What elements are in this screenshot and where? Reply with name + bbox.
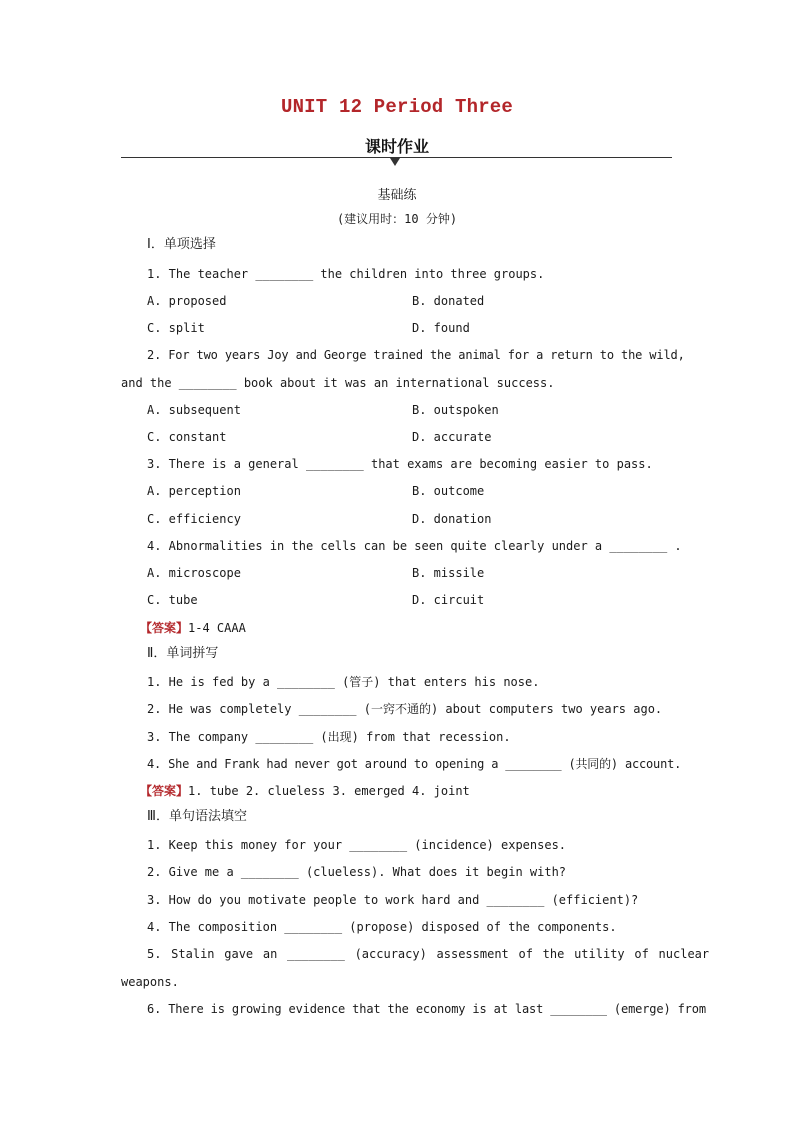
section-heading-3: Ⅲ．单句语法填空	[147, 809, 247, 824]
question-stem: 1. Keep this money for your ________ (incidence) expenses.	[147, 838, 567, 852]
option-b: B. missile	[412, 566, 485, 580]
option-d: D. accurate	[412, 430, 492, 444]
section-heading-2: Ⅱ．单词拼写	[147, 646, 219, 661]
option-a: A. perception	[147, 484, 241, 498]
question-stem: 4. Abnormalities in the cells can be seen quite clearly under a ________ .	[147, 539, 682, 553]
divider-triangle-icon	[390, 158, 400, 166]
question-stem-continued: weapons.	[121, 975, 179, 989]
answer-line	[140, 620, 246, 636]
question-stem: 4. She and Frank had never got around to opening a ________ (共同的) account.	[147, 757, 682, 771]
answer-tag: 【答案】	[140, 784, 189, 798]
question-stem: 4. The composition ________ (propose) disposed of the components.	[147, 920, 617, 934]
option-a: A. proposed	[147, 294, 227, 308]
option-d: D. found	[412, 321, 470, 335]
question-stem: 6. There is growing evidence that the economy is at last ________ (emerge) from	[147, 1002, 706, 1016]
question-stem: 3. The company ________ (出现) from that recession.	[147, 730, 511, 744]
option-b: B. outspoken	[412, 403, 499, 417]
question-stem: 1. The teacher ________ the children into three groups.	[147, 267, 545, 281]
page-title: UNIT 12 Period Three	[280, 96, 514, 118]
page-subtitle: 课时作业	[364, 137, 429, 156]
answer-line	[140, 783, 470, 799]
question-stem: 2. He was completely ________ (一窍不通的) about computers two years ago.	[147, 702, 663, 716]
question-stem: 2. For two years Joy and George trained the animal for a return to the wild,	[147, 348, 685, 362]
question-stem: 2. Give me a ________ (clueless). What does it begin with?	[147, 865, 567, 879]
question-stem-continued: and the ________ book about it was an international success.	[121, 376, 555, 390]
answer-text: 1-4 CAAA	[188, 621, 246, 635]
answer-tag: 【答案】	[140, 621, 189, 635]
section-heading-1: Ⅰ．单项选择	[147, 237, 216, 252]
question-stem: 3. How do you motivate people to work hard and ________ (efficient)?	[147, 893, 639, 907]
option-b: B. outcome	[412, 484, 485, 498]
answer-text: 1. tube 2. clueless 3. emerged 4. joint	[188, 784, 470, 798]
exercise-heading: 基础练	[377, 188, 417, 203]
question-stem: 3. There is a general ________ that exams are becoming easier to pass.	[147, 457, 653, 471]
option-a: A. microscope	[147, 566, 241, 580]
question-stem: 1. He is fed by a ________ (管子) that enters his nose.	[147, 675, 540, 689]
question-stem: 5. Stalin gave an ________ (accuracy) assessment of the utility of nuclear	[147, 947, 710, 961]
option-d: D. donation	[412, 512, 492, 526]
option-b: B. donated	[412, 294, 485, 308]
option-d: D. circuit	[412, 593, 485, 607]
option-c: C. efficiency	[147, 512, 241, 526]
option-a: A. subsequent	[147, 403, 241, 417]
option-c: C. split	[147, 321, 205, 335]
time-hint: (建议用时：10 分钟)	[336, 212, 458, 226]
option-c: C. tube	[147, 593, 198, 607]
option-c: C. constant	[147, 430, 227, 444]
